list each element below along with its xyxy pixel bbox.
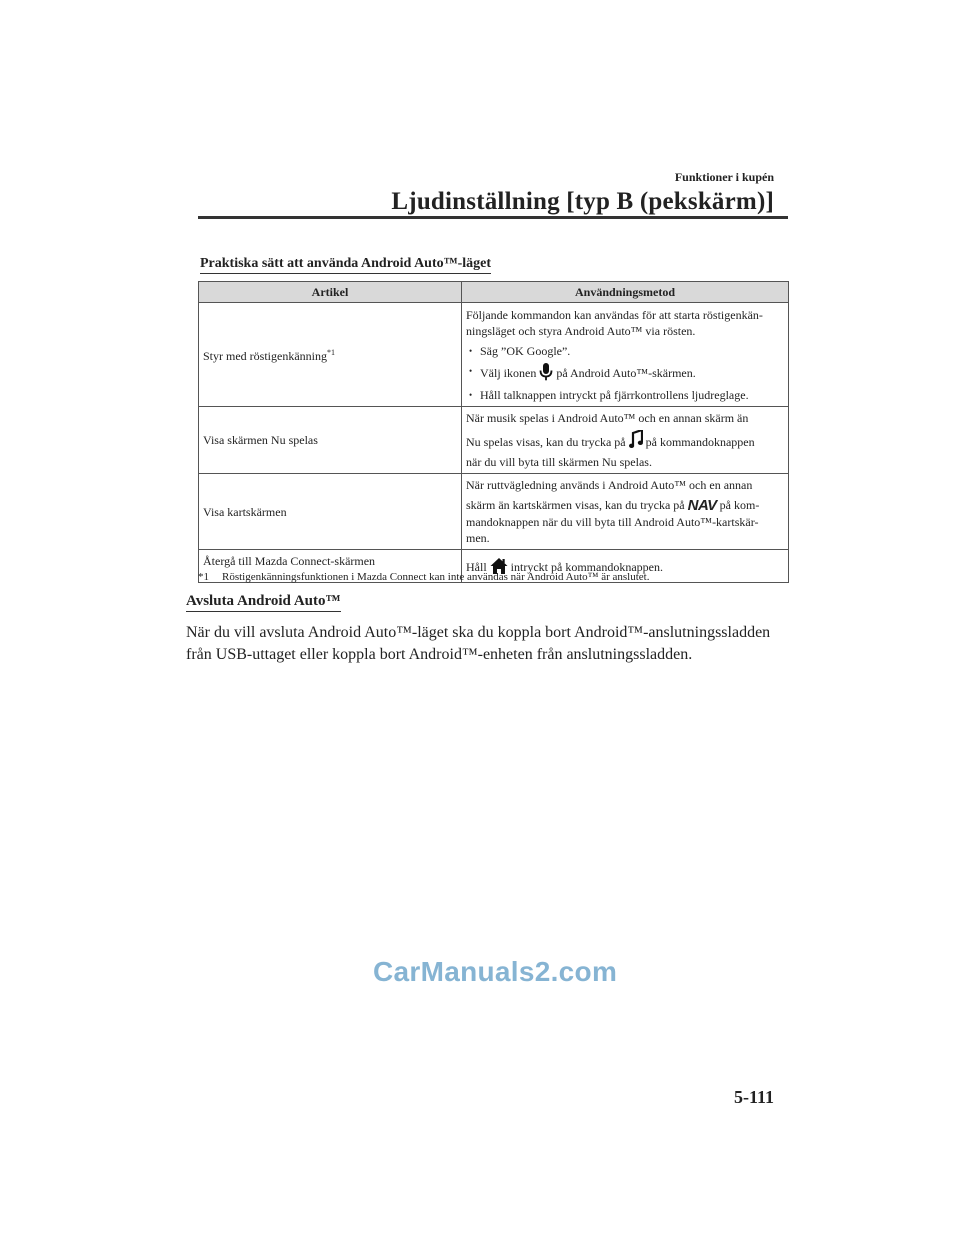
footnote-ref: *1	[326, 348, 335, 357]
table-cell-method	[462, 474, 789, 550]
list-item: • Säg ”OK Google”.	[466, 343, 784, 359]
table-cell-method	[462, 303, 789, 407]
footnote-mark: *1	[198, 571, 209, 583]
method-line: mandoknappen när du vill byta till Android Auto™-kartskär-	[466, 515, 759, 529]
method-line: skärm än kartskärmen visas, kan du trycka på NAV på kom-	[466, 497, 760, 514]
method-line: Följande kommandon kan användas för att starta röstigenkän-	[466, 307, 763, 322]
body-paragraph	[186, 622, 796, 666]
table-row	[199, 407, 789, 474]
method-line: Håll intryckt på kommandoknappen.	[466, 553, 784, 579]
section-heading-tips: Praktiska sätt att använda Android Auto™-läget	[200, 256, 491, 274]
table-header-row	[199, 282, 789, 303]
table-cell-item	[199, 407, 462, 474]
method-line: ningsläget och styra Android Auto™ via rösten.	[466, 323, 696, 338]
footnote-text: Röstigenkänningsfunktionen i Mazda Connect kan inte användas när Android Auto™ är anslutet.	[222, 571, 650, 583]
body-line: När du vill avsluta Android Auto™-läget ska du koppla bort Android™-anslutningssladden	[186, 624, 771, 641]
item-label: Återgå till Mazda Connect-skärmen	[203, 554, 376, 568]
page-title: Ljudinställning [typ B (pekskärm)]	[391, 188, 774, 215]
table-row	[199, 303, 789, 407]
list-item: • Håll talknappen intryckt på fjärrkontrollens ljudreglage.	[466, 387, 784, 403]
method-line: När musik spelas i Android Auto™ och en annan skärm än	[466, 411, 749, 425]
music-note-icon	[629, 430, 643, 454]
item-label: Styr med röstigenkänning	[203, 349, 327, 363]
method-line: Nu spelas visas, kan du trycka på på kommandoknappen	[466, 430, 784, 454]
body-line: från USB-uttaget eller koppla bort Android™-enheten från anslutningssladden.	[186, 646, 693, 663]
footnote	[198, 571, 649, 583]
table-cell-item	[199, 303, 462, 407]
table-cell-item	[199, 474, 462, 550]
item-label: Visa skärmen Nu spelas	[203, 433, 318, 447]
microphone-icon	[539, 363, 553, 385]
bullet-list	[466, 343, 784, 403]
table-row	[199, 474, 789, 550]
table-cell-method	[462, 407, 789, 474]
watermark-link[interactable]: CarManuals2.com	[373, 956, 618, 987]
list-item: • Välj ikonen på Android Auto™-skärmen.	[466, 363, 784, 385]
column-header-item: Artikel	[199, 282, 462, 303]
nav-icon: NAV	[687, 497, 717, 514]
section-label: Funktioner i kupén	[674, 170, 774, 184]
method-line: när du vill byta till skärmen Nu spelas.	[466, 455, 652, 469]
item-label: Visa kartskärmen	[203, 504, 287, 519]
usage-table	[198, 281, 789, 583]
method-line: När ruttvägledning används i Android Auto™ och en annan	[466, 478, 753, 492]
page-number: 5-111	[733, 1087, 774, 1107]
section-heading-exit: Avsluta Android Auto™	[186, 593, 341, 612]
column-header-method: Användningsmetod	[462, 282, 789, 303]
method-line: men.	[466, 531, 490, 545]
header-rule	[198, 216, 788, 219]
